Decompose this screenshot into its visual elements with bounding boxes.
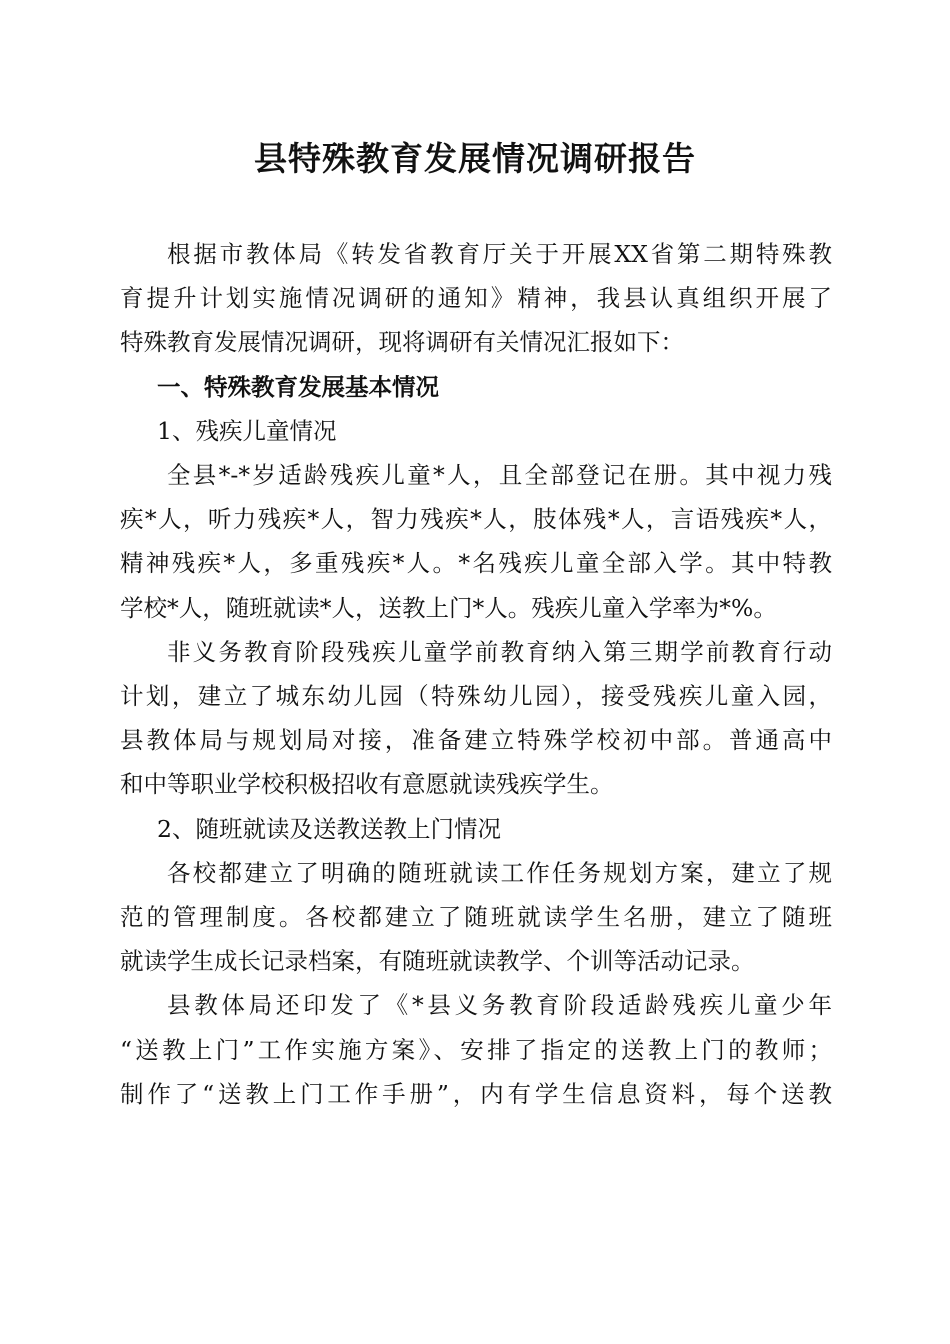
text-line: 特殊教育发展情况调研，现将调研有关情况汇报如下：	[120, 328, 684, 357]
text-line: 各校都建立了明确的随班就读工作任务规划方案，建立了规	[167, 858, 832, 887]
text-line: 疾*人，听力残疾*人，智力残疾*人，肢体残*人，言语残疾*人，	[120, 505, 832, 534]
text-line: 范的管理制度。各校都建立了随班就读学生名册，建立了随班	[120, 903, 832, 932]
subsection-heading: 1、残疾儿童情况	[157, 416, 337, 445]
text-line: 学校*人，随班就读*人，送教上门*人。残疾儿童入学率为*%。	[120, 593, 777, 622]
text-line: 非义务教育阶段残疾儿童学前教育纳入第三期学前教育行动	[167, 637, 832, 666]
section-heading: 一、特殊教育发展基本情况	[157, 372, 439, 401]
paragraph	[120, 983, 832, 1116]
text-line: 根据市教体局《转发省教育厅关于开展XX省第二期特殊教	[167, 240, 832, 268]
text-line: 就读学生成长记录档案，有随班就读教学、个训等活动记录。	[120, 947, 755, 976]
text-line: 县教体局与规划局对接，准备建立特殊学校初中部。普通高中	[120, 726, 832, 755]
intro-paragraph	[120, 232, 832, 365]
document-title: 县特殊教育发展情况调研报告	[254, 139, 696, 178]
paragraph	[120, 630, 832, 807]
text-line: 全县*-*岁适龄残疾儿童*人，且全部登记在册。其中视力残	[167, 461, 832, 490]
text-line: 精神残疾*人，多重残疾*人。*名残疾儿童全部入学。其中特教	[120, 549, 832, 578]
text-line: 和中等职业学校积极招收有意愿就读残疾学生。	[120, 770, 614, 799]
text-line: 育提升计划实施情况调研的通知》精神，我县认真组织开展了	[120, 284, 832, 313]
paragraph	[120, 453, 832, 630]
text-line: 县教体局还印发了《*县义务教育阶段适龄残疾儿童少年	[167, 991, 832, 1020]
text-line: 计划，建立了城东幼儿园（特殊幼儿园），接受残疾儿童入园，	[120, 682, 832, 711]
text-line: 制作了“送教上门工作手册”，内有学生信息资料，每个送教	[120, 1079, 832, 1108]
document-body	[120, 232, 832, 1116]
text-line: “送教上门”工作实施方案》、安排了指定的送教上门的教师；	[120, 1035, 832, 1064]
paragraph	[120, 851, 832, 984]
subsection-heading: 2、随班就读及送教送教上门情况	[157, 814, 501, 843]
